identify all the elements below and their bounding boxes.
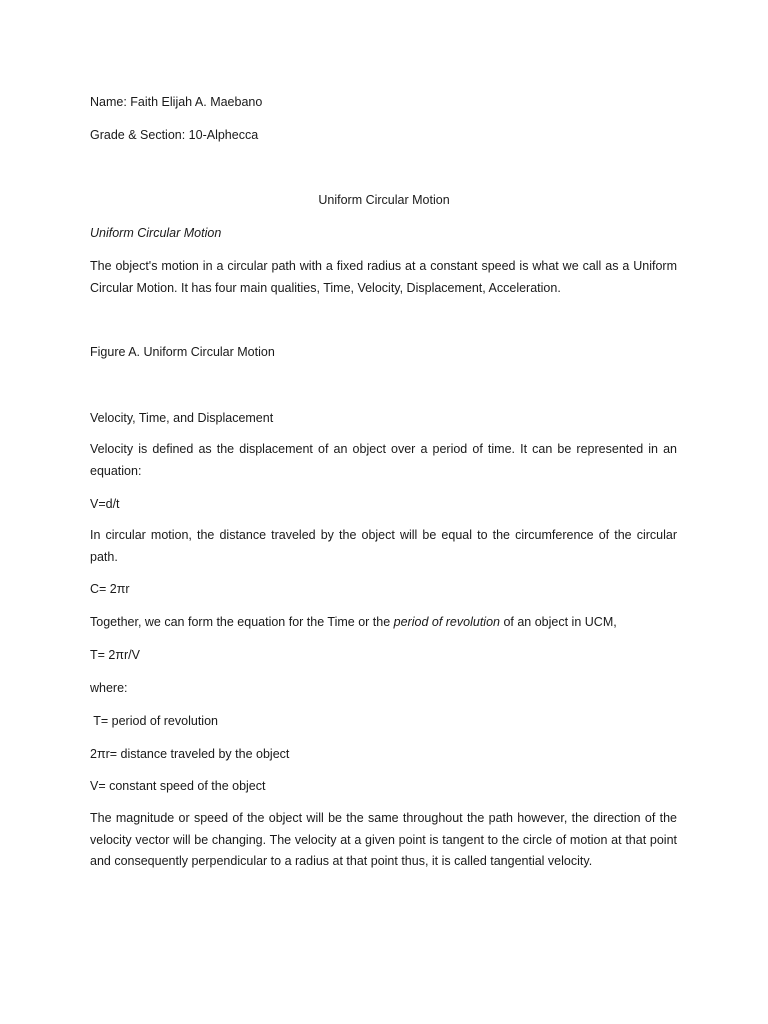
circular-motion-paragraph: In circular motion, the distance traveled by the object will be equal to the circumference of the circular path.: [90, 528, 677, 564]
together-prefix: Together, we can form the equation for the Time or the: [90, 615, 394, 629]
section-subtitle: Uniform Circular Motion: [90, 226, 222, 240]
magnitude-paragraph: The magnitude or speed of the object will be the same throughout the path however, the direction of the velocity vector will be changing. The velocity at a given point is tangent to the circle of motion at that point and consequently perpendicular to a radius at that point thus, it is called tangential velocity.: [90, 811, 677, 868]
section-heading: Velocity, Time, and Displacement: [90, 411, 274, 425]
where-label: where:: [90, 681, 128, 695]
period-equation: T= 2πr/V: [90, 648, 140, 662]
velocity-paragraph: Velocity is defined as the displacement of an object over a period of time. It can be represented in an equation:: [90, 442, 677, 478]
velocity-equation: V=d/t: [90, 497, 120, 511]
student-name: Name: Faith Elijah A. Maebano: [90, 95, 263, 109]
grade-section: Grade & Section: 10-Alphecca: [90, 128, 259, 142]
together-paragraph: [90, 614, 617, 630]
definition-distance: 2πr= distance traveled by the object: [90, 747, 290, 761]
together-suffix: of an object in UCM,: [499, 615, 617, 629]
definition-speed: V= constant speed of the object: [90, 779, 266, 793]
definition-period: T= period of revolution: [90, 714, 218, 728]
intro-paragraph: The object's motion in a circular path with a fixed radius at a constant speed is what we call as a Uniform Circular Motion. It has four main qualities, Time, Velocity, Displacement, Acceleration.: [90, 259, 677, 295]
figure-caption: Figure A. Uniform Circular Motion: [90, 345, 275, 359]
document-title: Uniform Circular Motion: [318, 193, 450, 207]
period-of-revolution-term: period of revolution: [393, 615, 500, 629]
circumference-equation: C= 2πr: [90, 582, 130, 596]
